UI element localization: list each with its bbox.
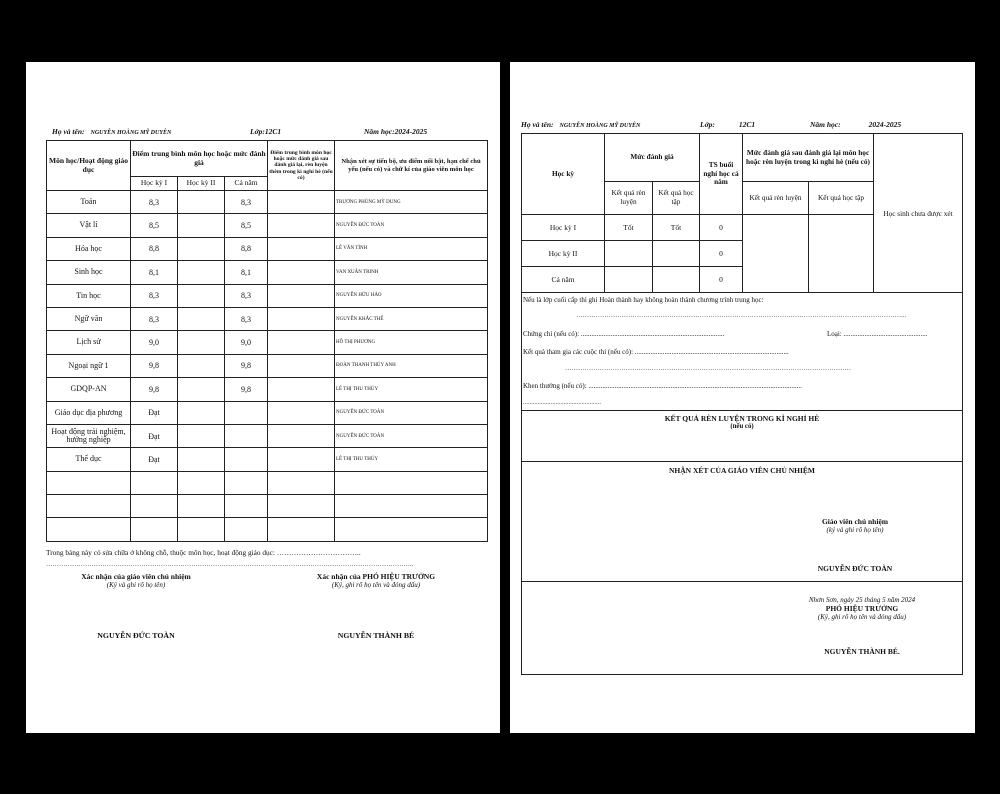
training-cell: Tốt	[605, 215, 653, 241]
award-dots: ................................................	[523, 399, 601, 406]
col-training: Kết quả rèn luyện	[605, 182, 653, 215]
col-term: Học kỳ	[522, 134, 605, 215]
teacher-cell: HỒ THỊ PHƯƠNG	[335, 331, 488, 354]
col-training-retest: Kết quả rèn luyện	[743, 182, 809, 215]
left-page	[26, 62, 500, 733]
vice-principal-confirm-title: Xác nhận của PHÓ HIỆU TRƯỞNG	[316, 572, 436, 581]
study-cell: Tốt	[653, 215, 700, 241]
col-cn: Cả năm	[225, 177, 268, 191]
school-year-header: Năm học:2024-2025	[364, 127, 428, 136]
teacher-cell: ĐOÀN THANH THÚY ANH	[335, 354, 488, 377]
cn-cell: 9,8	[225, 354, 268, 377]
results-table	[521, 133, 963, 675]
subject-cell: Hoạt động trải nghiệm, hướng nghiệp	[47, 424, 131, 447]
study-cell	[653, 267, 700, 293]
homeroom-comment-title: NHẬN XÉT CỦA GIÁO VIÊN CHỦ NHIỆM	[669, 466, 815, 475]
gvcn-confirm-sub: (Ký và ghi rõ họ tên)	[106, 581, 166, 589]
grade-row	[47, 237, 488, 260]
grade-row	[47, 518, 488, 541]
hk1-cell: 8,1	[131, 261, 178, 284]
cn-cell	[225, 424, 268, 447]
summer-sub: (nếu có)	[730, 423, 754, 430]
hk2-cell	[178, 495, 225, 518]
col-study: Kết quả học tập	[653, 182, 700, 215]
teacher-cell: NGUYỄN ĐỨC TOÀN	[335, 424, 488, 447]
hk2-cell	[178, 284, 225, 307]
retest-cell	[268, 495, 335, 518]
subject-cell: Ngữ văn	[47, 307, 131, 330]
correction-dots: ……………………………………………………………………………………………………………………………………………………..	[46, 561, 414, 568]
retest-cell	[268, 424, 335, 447]
term-cell: Học kỳ II	[522, 241, 605, 267]
retest-cell	[268, 471, 335, 494]
retest-cell	[268, 401, 335, 424]
col-study-retest: Kết quả học tập	[809, 182, 874, 215]
homeroom-signature-title: Giáo viên chủ nhiệm	[821, 517, 889, 526]
cn-cell	[225, 518, 268, 541]
hk2-cell	[178, 378, 225, 401]
subject-cell: Toán	[47, 191, 131, 214]
cn-cell: 8,1	[225, 261, 268, 284]
term-cell: Học kỳ I	[522, 215, 605, 241]
hk1-cell	[131, 495, 178, 518]
subject-cell: GDQP-AN	[47, 378, 131, 401]
teacher-cell: NGUYỄN HỮU HẢO	[335, 284, 488, 307]
cn-cell: 9,0	[225, 331, 268, 354]
subject-cell: Sinh học	[47, 261, 131, 284]
subject-cell	[47, 471, 131, 494]
cn-cell	[225, 401, 268, 424]
grade-row	[47, 424, 488, 447]
col-retest: Điểm trung bình môn học hoặc mức đánh giá sau đánh giá lại, rèn luyện thêm trong kì nghỉ hè (nếu có)	[268, 141, 335, 191]
absent-cell: 0	[700, 241, 743, 267]
col-comment: Nhận xét sự tiến bộ, ưu điểm nổi bật, hạn chế chủ yếu (nếu có) và chữ kí của giáo viên môn học	[335, 141, 488, 191]
grade-row	[47, 354, 488, 377]
teacher-cell: NGUYỄN ĐỨC TOÀN	[335, 214, 488, 237]
correction-note: Trong bảng này có sửa chữa ở không chỗ, thuộc môn học, hoạt động giáo dục: ……………………………..	[46, 548, 361, 557]
hk1-cell: Đạt	[131, 448, 178, 471]
retest-training-cell	[743, 215, 809, 293]
cn-cell	[225, 448, 268, 471]
grade-row	[47, 495, 488, 518]
hk1-cell: 8,8	[131, 237, 178, 260]
homeroom-comment-section	[522, 462, 963, 582]
hk2-cell	[178, 424, 225, 447]
summer-training-section	[522, 411, 963, 462]
col-subject: Môn học/Hoạt động giáo dục	[47, 141, 131, 191]
class-header-right: Lớp: 12C1	[700, 120, 756, 129]
vice-principal-confirm-sub: (Ký, ghi rõ họ tên và đóng dấu)	[331, 581, 421, 589]
hk2-cell	[178, 261, 225, 284]
retest-cell	[268, 261, 335, 284]
grade-row	[47, 191, 488, 214]
completion-line: Nếu là lớp cuối cấp thì ghi Hoàn thành hay không hoàn thành chương trình trung học:	[523, 296, 764, 304]
cn-cell: 8,3	[225, 307, 268, 330]
training-cell	[605, 241, 653, 267]
retest-cell	[268, 331, 335, 354]
absent-cell: 0	[700, 267, 743, 293]
grade-row	[47, 401, 488, 424]
study-cell	[653, 241, 700, 267]
retest-cell	[268, 237, 335, 260]
subject-cell: Tin học	[47, 284, 131, 307]
hk2-cell	[178, 331, 225, 354]
vice-principal-confirm-name: NGUYỄN THÀNH BÉ	[337, 631, 415, 640]
homeroom-signature-name: NGUYỄN ĐỨC TOÀN	[817, 564, 893, 573]
hk2-cell	[178, 214, 225, 237]
grade-row	[47, 214, 488, 237]
student-name-header-right: Họ và tên: NGUYỄN HOÀNG MỸ DUYÊN	[521, 120, 641, 129]
grade-row	[47, 471, 488, 494]
contest-line: Kết quả tham gia các cuộc thi (nếu có): ........................................................................................	[523, 348, 789, 356]
subject-cell: Lịch sử	[47, 331, 131, 354]
hk2-cell	[178, 471, 225, 494]
additional-info-section	[522, 293, 963, 411]
hk1-cell: 8,3	[131, 284, 178, 307]
grade-row	[47, 378, 488, 401]
subject-cell	[47, 495, 131, 518]
subject-cell: Hóa học	[47, 237, 131, 260]
cn-cell: 8,3	[225, 284, 268, 307]
grade-row	[47, 261, 488, 284]
teacher-cell: TRƯƠNG PHÙNG MỸ DUNG	[335, 191, 488, 214]
grade-row	[47, 307, 488, 330]
vice-principal-confirm	[276, 572, 476, 640]
grades-table	[46, 140, 488, 542]
retest-cell	[268, 214, 335, 237]
retest-cell	[268, 191, 335, 214]
hk2-cell	[178, 354, 225, 377]
hk2-cell	[178, 518, 225, 541]
hk1-cell	[131, 471, 178, 494]
retest-cell	[268, 284, 335, 307]
retest-study-cell	[809, 215, 874, 293]
cn-cell: 8,5	[225, 214, 268, 237]
gvcn-confirm	[36, 572, 236, 640]
contest-dots: ……………………………………………………………………………………………………………………	[565, 365, 851, 372]
hk1-cell: 8,3	[131, 307, 178, 330]
hk1-cell: Đạt	[131, 424, 178, 447]
teacher-cell: NGUYỄN KHẮC THẾ	[335, 307, 488, 330]
rank-line: Loại: ................................................	[827, 330, 928, 338]
certificate-line: Chứng chỉ (nếu có): ..................................................................................	[523, 330, 725, 338]
cn-cell: 9,8	[225, 378, 268, 401]
signing-date: Nhơn Sơn, ngày 25 tháng 5 năm 2024	[808, 596, 916, 604]
teacher-cell	[335, 471, 488, 494]
col-absent: TS buổi nghỉ học cả năm	[700, 134, 743, 215]
hk1-cell: 9,0	[131, 331, 178, 354]
homeroom-signature	[780, 517, 930, 573]
grade-row	[47, 284, 488, 307]
vice-principal-title: PHÓ HIỆU TRƯỞNG	[825, 604, 899, 613]
school-year-header-right: Năm học: 2024-2025	[810, 120, 902, 129]
teacher-cell: LÊ VĂN TÌNH	[335, 237, 488, 260]
vice-principal-name: NGUYỄN THÀNH BÉ.	[824, 647, 900, 656]
retest-cell	[268, 307, 335, 330]
subject-cell	[47, 518, 131, 541]
vice-principal-section	[522, 582, 963, 675]
homeroom-signature-sub: (ký và ghi rõ họ tên)	[826, 526, 884, 534]
grade-row	[47, 448, 488, 471]
subject-cell: Vật lí	[47, 214, 131, 237]
hk1-cell: 9,8	[131, 378, 178, 401]
vice-principal-sub: (Ký, ghi rõ họ tên và đóng dấu)	[817, 613, 907, 621]
hk1-cell: Đạt	[131, 401, 178, 424]
hk2-cell	[178, 448, 225, 471]
teacher-cell: NGUYỄN ĐỨC TOÀN	[335, 401, 488, 424]
class-header: Lớp:12C1	[250, 127, 282, 136]
right-page	[510, 62, 975, 733]
hk1-cell: 9,8	[131, 354, 178, 377]
cn-cell: 8,8	[225, 237, 268, 260]
absent-cell: 0	[700, 215, 743, 241]
subject-cell: Giáo dục địa phương	[47, 401, 131, 424]
hk1-cell	[131, 518, 178, 541]
teacher-cell: LÊ THỊ THU THÚY	[335, 448, 488, 471]
hk2-cell	[178, 237, 225, 260]
gvcn-confirm-title: Xác nhận của giáo viên chủ nhiệm	[81, 572, 191, 581]
retest-cell	[268, 448, 335, 471]
teacher-cell	[335, 518, 488, 541]
col-retest-level: Mức đánh giá sau đánh giá lại môn học hoặc rèn luyện trong kì nghỉ hè (nếu có)	[743, 134, 874, 182]
subject-cell: Ngoại ngữ 1	[47, 354, 131, 377]
teacher-cell: LÊ THỊ THU THÚY	[335, 378, 488, 401]
gvcn-confirm-name: NGUYỄN ĐỨC TOÀN	[97, 631, 175, 640]
summer-title: KẾT QUẢ RÈN LUYỆN TRONG KÌ NGHỈ HÈ	[664, 414, 820, 423]
hk2-cell	[178, 401, 225, 424]
grade-row	[47, 331, 488, 354]
teacher-cell: VAN XUÂN TRINH	[335, 261, 488, 284]
col-hk2: Học kỳ II	[178, 177, 225, 191]
retest-cell	[268, 354, 335, 377]
retest-cell	[268, 518, 335, 541]
col-average: Điểm trung bình môn học hoặc mức đánh giá	[131, 141, 268, 177]
cn-cell	[225, 471, 268, 494]
col-level: Mức đánh giá	[605, 134, 700, 182]
subject-cell: Thể dục	[47, 448, 131, 471]
cn-cell	[225, 495, 268, 518]
cn-cell: 8,3	[225, 191, 268, 214]
hk2-cell	[178, 307, 225, 330]
student-name-header: Họ và tên: NGUYỄN HOÀNG MỸ DUYÊN	[52, 127, 172, 136]
completion-dots: ……………………………………………………………………………………………………………………………………...	[576, 312, 906, 319]
retest-cell	[268, 378, 335, 401]
hk1-cell: 8,5	[131, 214, 178, 237]
award-line: Khen thưởng (nếu có): ..........................................................................................................................	[523, 382, 802, 390]
not-evaluated-cell: Học sinh chưa được xét	[874, 134, 963, 293]
teacher-cell	[335, 495, 488, 518]
training-cell	[605, 267, 653, 293]
col-hk1: Học kỳ I	[131, 177, 178, 191]
term-cell: Cả năm	[522, 267, 605, 293]
hk2-cell	[178, 191, 225, 214]
vice-principal-signature	[772, 596, 952, 656]
hk1-cell: 8,3	[131, 191, 178, 214]
